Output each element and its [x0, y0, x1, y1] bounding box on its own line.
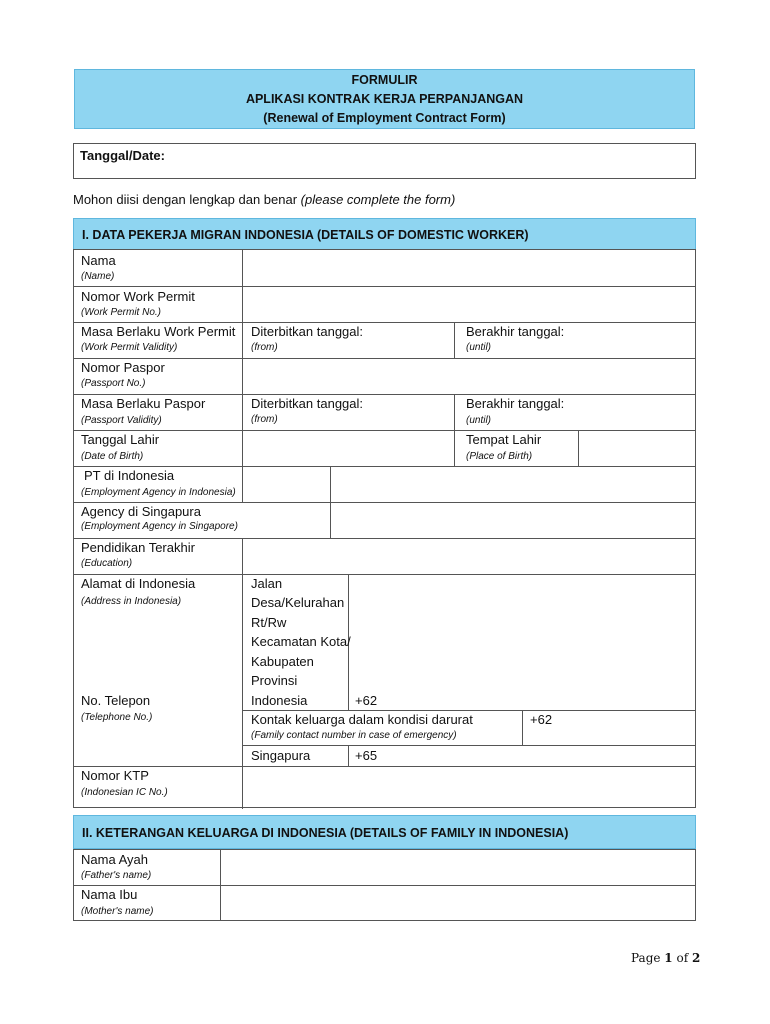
pob-label: Tempat Lahir — [466, 432, 542, 447]
page-word: Page — [631, 951, 665, 965]
pp-issued-sub: (from) — [251, 414, 278, 425]
work-permit-label: Nomor Work Permit — [81, 289, 195, 304]
wp-issued-sub: (from) — [251, 342, 278, 353]
passport-sub: (Passport No.) — [81, 378, 146, 389]
intro-italic: (please complete the form) — [300, 192, 456, 207]
nama-input[interactable] — [243, 250, 695, 286]
section1-table — [73, 249, 696, 808]
section2-header — [73, 815, 696, 849]
mother-input[interactable] — [221, 886, 695, 920]
pob-input[interactable] — [579, 430, 695, 466]
ktp-input[interactable] — [243, 766, 695, 807]
form-title-box — [74, 69, 695, 129]
address-desa: Desa/Kelurahan — [251, 595, 345, 610]
section2-title: II. KETERANGAN KELUARGA DI INDONESIA (DETAILS OF FAMILY IN INDONESIA) — [82, 826, 569, 840]
pp-issued-label: Diterbitkan tanggal: — [251, 396, 364, 411]
pob-sub: (Place of Birth) — [466, 451, 533, 462]
wp-expires-input[interactable] — [455, 322, 695, 358]
agency-sg-input[interactable] — [331, 502, 695, 538]
mother-sub: (Mother's name) — [81, 906, 154, 917]
address-input[interactable] — [349, 574, 695, 710]
phone-label: No. Telepon — [81, 693, 151, 708]
page-of-word: of — [672, 951, 692, 965]
date-field[interactable] — [73, 143, 696, 179]
wp-issued-label: Diterbitkan tanggal: — [251, 324, 364, 339]
page-total: 2 — [691, 951, 701, 965]
wp-validity-label: Masa Berlaku Work Permit — [81, 324, 236, 339]
section1-header — [73, 218, 696, 250]
emergency-code: +62 — [530, 712, 553, 727]
pt-indonesia-sub: (Employment Agency in Indonesia) — [81, 487, 236, 498]
phone-id-code: +62 — [355, 693, 378, 708]
pt-indonesia-input[interactable] — [331, 466, 695, 502]
work-permit-input[interactable] — [243, 286, 695, 322]
wp-expires-sub: (until) — [466, 342, 492, 353]
ktp-sub: (Indonesian IC No.) — [81, 787, 168, 798]
emergency-input[interactable] — [552, 710, 695, 745]
address-kecamatan: Kecamatan Kota/ — [251, 634, 351, 649]
address-label: Alamat di Indonesia — [81, 576, 196, 591]
education-sub: (Education) — [81, 558, 133, 569]
dob-input[interactable] — [243, 430, 454, 466]
phone-singapura-label: Singapura — [251, 748, 311, 763]
phone-sg-code: +65 — [355, 748, 378, 763]
pp-issued-input[interactable] — [243, 394, 454, 430]
mother-label: Nama Ibu — [81, 887, 138, 902]
address-provinsi: Provinsi — [251, 673, 298, 688]
pt-indonesia-label: PT di Indonesia — [84, 468, 175, 483]
form-title-line1: FORMULIR — [351, 73, 418, 87]
agency-sg-sub: (Employment Agency in Singapore) — [81, 521, 238, 532]
passport-label: Nomor Paspor — [81, 360, 165, 375]
address-rtrw: Rt/Rw — [251, 615, 287, 630]
page-current: 1 — [664, 951, 673, 965]
emergency-label: Kontak keluarga dalam kondisi darurat — [251, 712, 473, 727]
phone-singapura-input[interactable] — [374, 745, 695, 766]
father-input[interactable] — [221, 850, 695, 885]
education-input[interactable] — [243, 538, 695, 574]
address-kabupaten: Kabupaten — [251, 654, 314, 669]
address-jalan: Jalan — [251, 576, 283, 591]
wp-expires-label: Berakhir tanggal: — [466, 324, 565, 339]
education-label: Pendidikan Terakhir — [81, 540, 195, 555]
wp-validity-sub: (Work Permit Validity) — [81, 342, 178, 353]
section2-table — [73, 849, 696, 921]
nama-label: Nama — [81, 253, 116, 268]
intro-text — [73, 192, 455, 207]
dob-label: Tanggal Lahir — [81, 432, 160, 447]
pp-expires-sub: (until) — [466, 415, 492, 426]
form-title-line3: (Renewal of Employment Contract Form) — [263, 111, 506, 125]
nama-sub: (Name) — [81, 271, 115, 282]
wp-issued-input[interactable] — [243, 322, 454, 358]
phone-indonesia-input[interactable] — [374, 691, 695, 710]
phone-indonesia-label: Indonesia — [251, 693, 308, 708]
date-label: Tanggal/Date: — [80, 148, 165, 163]
pp-expires-input[interactable] — [455, 394, 695, 430]
emergency-sub: (Family contact number in case of emergency) — [251, 730, 457, 741]
page-number — [631, 951, 700, 965]
father-label: Nama Ayah — [81, 852, 148, 867]
phone-sub: (Telephone No.) — [81, 712, 153, 723]
dob-sub: (Date of Birth) — [81, 451, 144, 462]
pp-validity-label: Masa Berlaku Paspor — [81, 396, 206, 411]
intro-main: Mohon diisi dengan lengkap dan benar — [73, 192, 301, 207]
work-permit-sub: (Work Permit No.) — [81, 307, 161, 318]
ktp-label: Nomor KTP — [81, 768, 149, 783]
section1-title: I. DATA PEKERJA MIGRAN INDONESIA (DETAILS OF DOMESTIC WORKER) — [82, 228, 529, 242]
pp-validity-sub: (Passport Validity) — [81, 415, 162, 426]
address-sub: (Address in Indonesia) — [81, 596, 182, 607]
pp-expires-label: Berakhir tanggal: — [466, 396, 565, 411]
passport-input[interactable] — [243, 358, 695, 394]
agency-sg-label: Agency di Singapura — [81, 504, 201, 519]
father-sub: (Father's name) — [81, 870, 152, 881]
form-title-line2: APLIKASI KONTRAK KERJA PERPANJANGAN — [245, 92, 524, 106]
